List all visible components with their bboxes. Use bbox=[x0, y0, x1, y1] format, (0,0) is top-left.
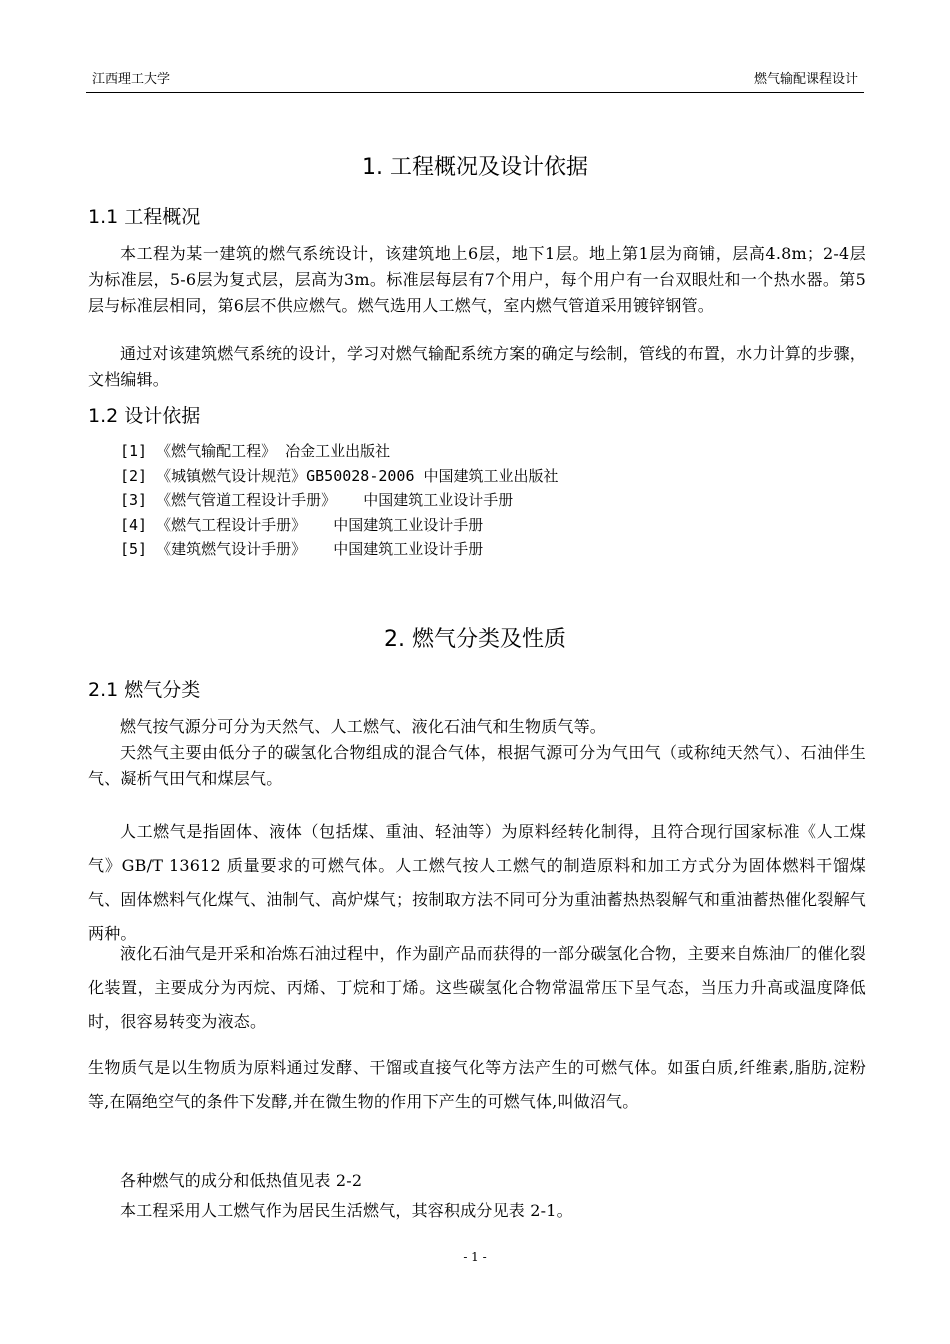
section-2-1-paragraph-4: 液化石油气是开采和冶炼石油过程中，作为副产品而获得的一部分碳氢化合物，主要来自炼油厂的催化裂化装置，主要成分为丙烷、丙烯、丁烷和丁烯。这些碳氢化合物常温常压下呈气态，当压力升高或温度降低时，很容易转变为液态。 bbox=[88, 944, 866, 1031]
reference-item: [5] 《建筑燃气设计手册》 中国建筑工业设计手册 bbox=[120, 540, 484, 558]
header-university: 江西理工大学 bbox=[92, 72, 171, 87]
page-number: - 1 - bbox=[463, 1250, 487, 1264]
section-2-1-paragraph-1: 燃气按气源分可分为天然气、人工燃气、液化石油气和生物质气等。 bbox=[120, 717, 607, 736]
header-divider bbox=[86, 92, 864, 93]
section-2-1-paragraph-2: 天然气主要由低分子的碳氢化合物组成的混合气体，根据气源可分为气田气（或称纯天然气）、石油伴生气、凝析气田气和煤层气。 bbox=[88, 743, 866, 788]
section-1-2-title: 1.2 设计依据 bbox=[88, 405, 201, 427]
header-course: 燃气输配课程设计 bbox=[753, 72, 858, 87]
section-2-1-paragraph-7: 本工程采用人工燃气作为居民生活燃气，其容积成分见表 2-1。 bbox=[120, 1201, 573, 1220]
chapter-2-title: 2. 燃气分类及性质 bbox=[384, 627, 566, 652]
section-1-1-paragraph-1: 本工程为某一建筑的燃气系统设计，该建筑地上6层，地下1层。地上第1层为商铺，层高4.8m；2-4层为标准层，5-6层为复式层，层高为3m。标准层每层有7个用户，每个用户有一台双眼灶和一个热水器。第5层与标准层相同，第6层不供应燃气。燃气选用人工燃气，室内燃气管道采用镀锌钢管。 bbox=[88, 244, 866, 315]
section-1-1-paragraph-2: 通过对该建筑燃气系统的设计，学习对燃气输配系统方案的确定与绘制，管线的布置，水力计算的步骤，文档编辑。 bbox=[88, 344, 866, 389]
section-1-1-title: 1.1 工程概况 bbox=[88, 206, 201, 228]
reference-list bbox=[120, 439, 559, 562]
reference-item: [2] 《城镇燃气设计规范》GB50028-2006 中国建筑工业出版社 bbox=[120, 466, 559, 485]
reference-item: [4] 《燃气工程设计手册》 中国建筑工业设计手册 bbox=[120, 515, 484, 534]
section-2-1-paragraph-3: 人工燃气是指固体、液体（包括煤、重油、轻油等）为原料经转化制得，且符合现行国家标准《人工煤气》GB/T 13612 质量要求的可燃气体。人工燃气按人工燃气的制造原料和加工方式分为固体燃料干馏煤气、固体燃料气化煤气、油制气、高炉煤气；按制取方法不同可分为重油蓄热热裂解气和重油蓄热催化裂解气两种。 bbox=[88, 822, 866, 943]
reference-item: [3] 《燃气管道工程设计手册》 中国建筑工业设计手册 bbox=[120, 491, 514, 509]
chapter-1-title: 1. 工程概况及设计依据 bbox=[362, 155, 588, 180]
section-2-1-title: 2.1 燃气分类 bbox=[88, 679, 201, 701]
section-2-1-paragraph-6: 各种燃气的成分和低热值见表 2-2 bbox=[120, 1171, 363, 1190]
reference-item: [1] 《燃气输配工程》 冶金工业出版社 bbox=[120, 442, 391, 460]
section-2-1-paragraph-5: 生物质气是以生物质为原料通过发酵、干馏或直接气化等方法产生的可燃气体。如蛋白质,纤维素,脂肪,淀粉等,在隔绝空气的条件下发酵,并在微生物的作用下产生的可燃气体,叫做沼气。 bbox=[88, 1058, 866, 1111]
